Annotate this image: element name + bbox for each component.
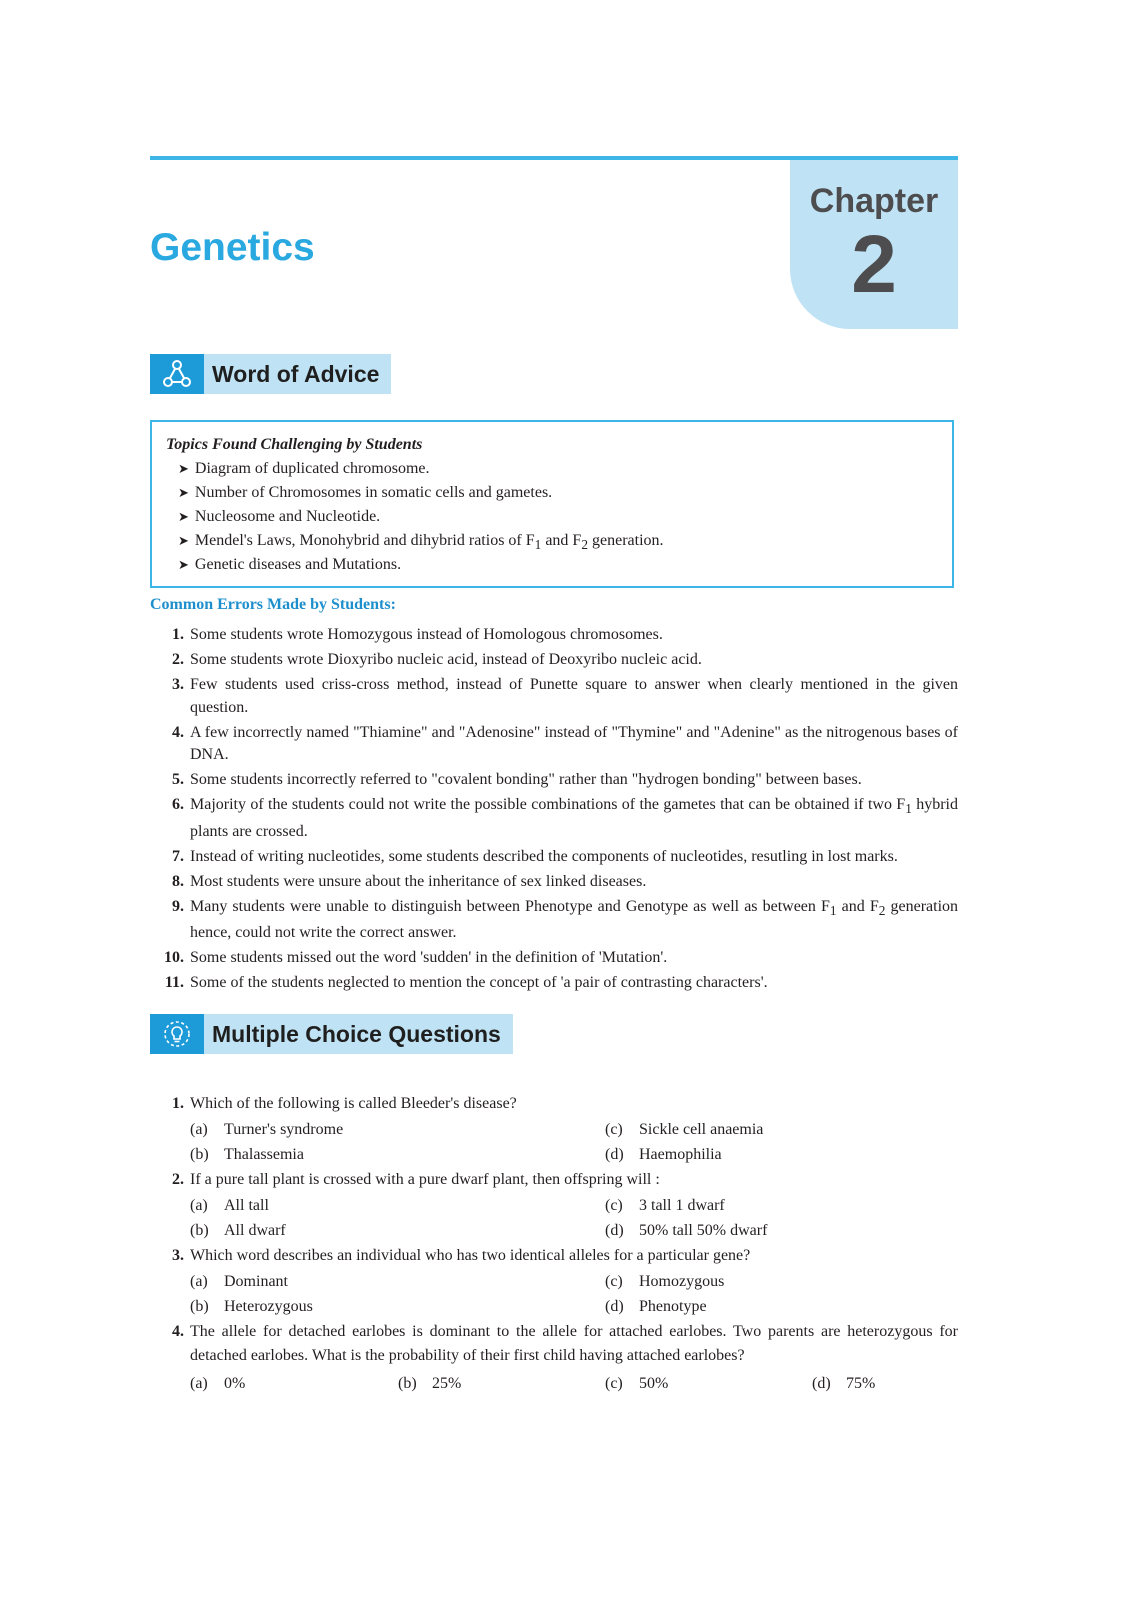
mcq-heading: Multiple Choice Questions bbox=[204, 1014, 513, 1054]
list-item: ➤ Nucleosome and Nucleotide. bbox=[178, 508, 381, 525]
list-item: 6. Majority of the students could not write the possible combinations of the gametes that can be obtained if two $F_1$ hybrid plants are crossed. bbox=[172, 796, 958, 840]
topics-list bbox=[166, 457, 952, 577]
chapter-label: Chapter bbox=[809, 182, 939, 220]
list-item: 5. Some students incorrectly referred to "covalent bonding" rather than "hydrogen bonding" between bases. bbox=[172, 771, 862, 788]
arrow-bullet-icon: ➤ bbox=[178, 534, 189, 549]
list-item: 3. Few students used criss-cross method, instead of Punette square to answer when clearly mentioned in the given question. bbox=[172, 676, 958, 716]
chapter-box bbox=[790, 160, 958, 329]
option-b: (b) Thalassemia bbox=[190, 1146, 304, 1163]
question: 2. If a pure tall plant is crossed with a pure dwarf plant, then offspring will : (a) All tall (b) All dwarf (c) 3 tall 1 dwarf (d) 50% tall 50% dwarf bbox=[150, 1168, 958, 1244]
option-a: (a) All tall bbox=[190, 1197, 269, 1214]
options bbox=[150, 1116, 958, 1168]
list-item: 10. Some students missed out the word 'sudden' in the definition of 'Mutation'. bbox=[164, 949, 668, 967]
list-item: 8. Most students were unsure about the inheritance of sex linked diseases. bbox=[172, 872, 647, 890]
advice-heading: Word of Advice bbox=[204, 354, 391, 394]
option-c: (c) 3 tall 1 dwarf bbox=[605, 1197, 725, 1214]
option-d: (d) Haemophilia bbox=[605, 1146, 722, 1163]
list-item: ➤ Diagram of duplicated chromosome. bbox=[178, 460, 430, 477]
arrow-bullet-icon: ➤ bbox=[178, 558, 189, 573]
list-item: ➤ Genetic diseases and Mutations. bbox=[178, 556, 402, 573]
chapter-title: Genetics bbox=[150, 226, 315, 269]
option-c: (c) 50% bbox=[605, 1375, 669, 1392]
arrow-bullet-icon: ➤ bbox=[178, 462, 189, 477]
option-a: (a) 0% bbox=[190, 1375, 246, 1392]
question: 1. Which of the following is called Bleeder's disease? (a) Turner's syndrome (b) Thalassemia (c) Sickle cell anaemia (d) Haemophilia bbox=[150, 1092, 958, 1168]
list-item: 1. Some students wrote Homozygous instead of Homologous chromosomes. bbox=[172, 626, 663, 643]
chapter-number: 2 bbox=[851, 219, 897, 310]
option-d: (d) Phenotype bbox=[605, 1298, 707, 1315]
mcq-section-header bbox=[150, 1014, 513, 1054]
list-item: 7. Instead of writing nucleotides, some students described the components of nucleotides, resutling in lost marks. bbox=[172, 847, 898, 865]
arrow-bullet-icon: ➤ bbox=[178, 486, 189, 501]
mcq-list bbox=[150, 1092, 958, 1398]
list-item: 11. Some of the students neglected to mention the concept of 'a pair of contrasting characters'. bbox=[164, 974, 768, 992]
network-icon bbox=[150, 354, 204, 394]
option-a: (a) Turner's syndrome bbox=[190, 1121, 344, 1138]
option-d: (d) 50% tall 50% dwarf bbox=[605, 1222, 768, 1239]
question: 3. Which word describes an individual who has two identical alleles for a particular gene? (a) Dominant (b) Heterozygous (c) Homozygous (d) Phenotype bbox=[150, 1244, 958, 1320]
lightbulb-icon bbox=[150, 1014, 204, 1054]
list-item: ➤ Number of Chromosomes in somatic cells and gametes. bbox=[178, 484, 553, 501]
option-a: (a) Dominant bbox=[190, 1273, 288, 1290]
option-d: (d) 75% bbox=[812, 1375, 876, 1392]
question: 4. The allele for detached earlobes is dominant to the allele for attached earlobes. Two parents are heterozygous for detached earlobes. What is the probability of their first child having attached earlobes? (a) 0% (b) 25% (c) 50% (d) 75% bbox=[150, 1320, 958, 1398]
options bbox=[150, 1192, 958, 1244]
list-item: 9. Many students were unable to distinguish between Phenotype and Genotype as well as between $F_1$ and $F_2$ generation hence, could not write the correct answer. bbox=[172, 897, 959, 942]
arrow-bullet-icon: ➤ bbox=[178, 510, 189, 525]
common-errors-heading: Common Errors Made by Students: bbox=[150, 596, 396, 613]
option-c: (c) Homozygous bbox=[605, 1273, 725, 1290]
option-b: (b) All dwarf bbox=[190, 1222, 286, 1239]
list-item: 4. A few incorrectly named "Thiamine" and "Adenosine" instead of "Thymine" and "Adenine" as the nitrogenous bases of DNA. bbox=[172, 723, 958, 763]
advice-section-header bbox=[150, 354, 391, 394]
challenging-topics-box bbox=[150, 420, 954, 588]
common-errors-list bbox=[150, 624, 958, 997]
list-item: 2. Some students wrote Dioxyribo nucleic acid, instead of Deoxyribo nucleic acid. bbox=[172, 651, 702, 668]
option-b: (b) 25% bbox=[398, 1375, 462, 1392]
option-c: (c) Sickle cell anaemia bbox=[605, 1121, 764, 1138]
list-item: ➤ Mendel's Laws, Monohybrid and dihybrid ratios of $F_1$ and $F_2$ generation. bbox=[178, 532, 664, 553]
options bbox=[150, 1368, 958, 1398]
option-b: (b) Heterozygous bbox=[190, 1298, 313, 1315]
challenging-topics-title: Topics Found Challenging by Students bbox=[166, 436, 423, 453]
options bbox=[150, 1268, 958, 1320]
